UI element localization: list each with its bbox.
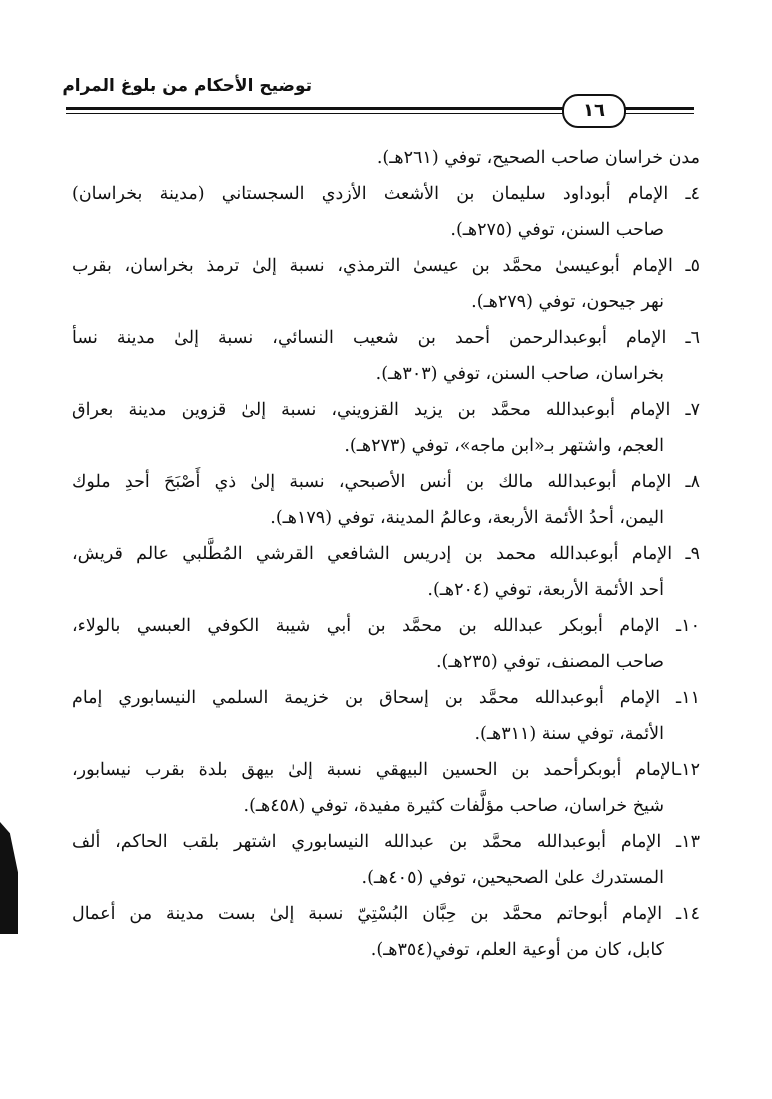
entry-continuation-line: اليمن، أحدُ الأئمة الأربعة، وعالمُ المدينة، توفي (١٧٩هـ). [270,508,664,528]
entry-continuation-line: صاحب السنن، توفي (٢٧٥هـ). [450,220,664,240]
list-item [72,392,700,464]
list-item [72,896,700,968]
entry-continuation-line: نهر جيحون، توفي (٢٧٩هـ). [471,292,664,312]
entry-continuation-line: كابل، كان من أوعية العلم، توفي(٣٥٤هـ). [370,940,664,960]
entry-first-line: ٩ـ الإمام أبوعبدالله محمد بن إدريس الشافعي القرشي المُطَّلبي عالم قريش، [72,544,700,564]
running-header-title: توضيح الأحكام من بلوغ المرام [62,76,312,96]
list-item [72,824,700,896]
entry-first-line: ١٠ـ الإمام أبوبكر عبدالله بن محمَّد بن أبي شيبة الكوفي العبسي بالولاء، [72,616,700,636]
entry-first-line: ٥ـ الإمام أبوعيسىٰ محمَّد بن عيسىٰ الترمذي، نسبة إلىٰ ترمذ بخراسان، بقرب [72,256,700,276]
list-item [72,176,700,248]
list-item [72,752,700,824]
entry-continuation-line: أحد الأئمة الأربعة، توفي (٢٠٤هـ). [427,580,664,600]
entry-continuation-line: العجم، واشتهر بـ«ابن ماجه»، توفي (٢٧٣هـ). [344,436,664,456]
list-item [72,680,700,752]
entry-first-line: ١٣ـ الإمام أبوعبدالله محمَّد بن عبدالله النيسابوري اشتهر بلقب الحاكم، ألف [72,832,700,852]
continuation-line: مدن خراسان صاحب الصحيح، توفي (٢٦١هـ). [376,148,700,168]
entry-first-line: ٦ـ الإمام أبوعبدالرحمن أحمد بن شعيب النسائي، نسبة إلىٰ مدينة نسأ [72,328,700,348]
entry-continuation-line: الأئمة، توفي سنة (٣١١هـ). [474,724,664,744]
list-item [72,608,700,680]
page-body [72,140,700,968]
entry-continuation-line: شيخ خراسان، صاحب مؤلَّفات كثيرة مفيدة، توفي (٤٥٨هـ). [243,796,664,816]
entry-continuation-line: المستدرك علىٰ الصحيحين، توفي (٤٠٥هـ). [361,868,664,888]
list-item [72,248,700,320]
entry-first-line: ٨ـ الإمام أبوعبدالله مالك بن أنس الأصبحي، نسبة إلىٰ ذي أَصْبَحَ أحدِ ملوك [72,472,700,492]
list-item [72,320,700,392]
entry-continuation-line: صاحب المصنف، توفي (٢٣٥هـ). [435,652,664,672]
entry-first-line: ٧ـ الإمام أبوعبدالله محمَّد بن يزيد القزويني، نسبة إلىٰ قزوين مدينة بعراق [72,400,700,420]
page-number-badge: ١٦ [562,94,626,128]
entry-continuation-line: بخراسان، صاحب السنن، توفي (٣٠٣هـ). [375,364,664,384]
scan-binding-shadow [0,822,18,934]
entry-first-line: ١١ـ الإمام أبوعبدالله محمَّد بن إسحاق بن خزيمة السلمي النيسابوري إمام [72,688,700,708]
entry-first-line: ٤ـ الإمام أبوداود سليمان بن الأشعث الأزدي السجستاني (مدينة بخراسان) [72,184,700,204]
entry-first-line: ١٢ـالإمام أبوبكرأحمد بن الحسين البيهقي نسبة إلىٰ بيهق بلدة بقرب نيسابور، [72,760,700,780]
list-item [72,536,700,608]
list-item [72,464,700,536]
entry-first-line: ١٤ـ الإمام أبوحاتم محمَّد بن حِبَّان البُسْتِيّ نسبة إلىٰ بست مدينة من أعمال [72,904,700,924]
